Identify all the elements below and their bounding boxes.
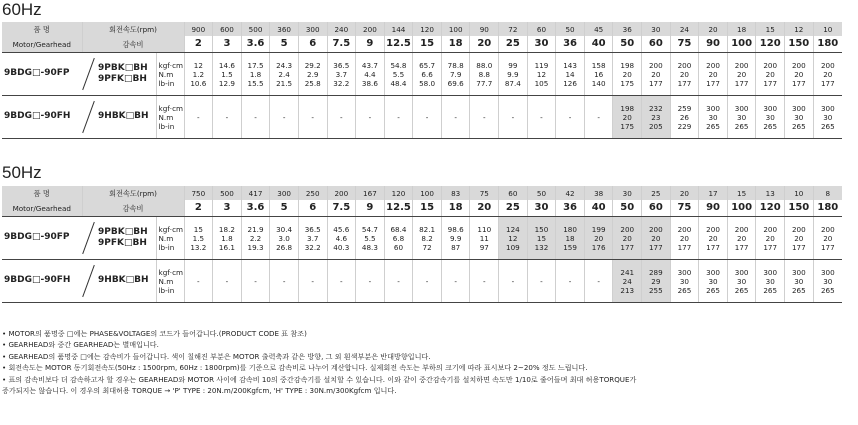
ratio-cell: 30 (527, 36, 556, 53)
motor-model: 9BDG□-90FH (2, 260, 82, 303)
torque-cell: 300 30 265 (785, 260, 814, 303)
ratio-cell: 120 (756, 36, 785, 53)
ratio-cell: 3 (213, 200, 242, 217)
speed-cell: 20 (670, 186, 699, 200)
torque-cell: 300 30 265 (813, 96, 842, 139)
speed-cell: 500 (241, 22, 270, 36)
speed-cell: 13 (756, 186, 785, 200)
torque-cell: 200 20 177 (642, 217, 671, 260)
header-row (2, 186, 842, 200)
speed-cell: 18 (727, 22, 756, 36)
speed-cell: 240 (327, 22, 356, 36)
units-cell: kgf·cm N.m lb-in (156, 96, 184, 139)
torque-cell: - (527, 96, 556, 139)
torque-cell: 200 20 177 (727, 53, 756, 96)
slash-divider (82, 101, 95, 133)
ratio-cell: 18 (441, 200, 470, 217)
note-line: • MOTOR의 품명중 □에는 PHASE&VOLTAGE의 코드가 들어갑니다.(PRODUCT CODE 표 참조) (2, 329, 307, 338)
torque-cell: 199 20 176 (584, 217, 613, 260)
torque-cell: 17.5 1.8 15.5 (241, 53, 270, 96)
header-motor: Motor/Gearhead (2, 36, 82, 53)
torque-cell: 43.7 4.4 38.6 (356, 53, 385, 96)
torque-cell: 150 15 132 (527, 217, 556, 260)
torque-cell: 200 20 177 (699, 53, 728, 96)
torque-cell: 119 12 105 (527, 53, 556, 96)
torque-cell: 200 20 177 (785, 53, 814, 96)
ratio-cell: 2 (184, 36, 213, 53)
header-ratio: 감속비 (82, 200, 184, 217)
ratio-cell: 60 (642, 200, 671, 217)
speed-cell: 417 (241, 186, 270, 200)
ratio-cell: 50 (613, 36, 642, 53)
ratio-cell: 3.6 (241, 200, 270, 217)
speed-cell: 50 (527, 186, 556, 200)
speed-cell: 42 (556, 186, 585, 200)
torque-table-60hz (2, 22, 842, 139)
ratio-cell: 3 (213, 36, 242, 53)
table-row (2, 96, 842, 139)
speed-cell: 300 (270, 186, 299, 200)
torque-cell: 200 20 177 (670, 53, 699, 96)
units-cell: kgf·cm N.m lb-in (156, 260, 184, 303)
ratio-cell: 6 (298, 200, 327, 217)
torque-cell: - (441, 96, 470, 139)
note-line: • 표의 감속비보다 더 감속하고자 할 경우는 GEARHEAD와 MOTOR 사이에 감속비 10의 중간감속기를 설치할 수 있습니다. 이와 같이 중간감속기를 설치하면 속도만 1/10로 줄어들며 최대 허용TORQUE가 (2, 374, 637, 384)
notes (2, 328, 852, 396)
speed-cell: 15 (727, 186, 756, 200)
ratio-cell: 40 (584, 200, 613, 217)
torque-cell: - (413, 96, 442, 139)
torque-cell: 200 20 177 (642, 53, 671, 96)
speed-cell: 750 (184, 186, 213, 200)
ratio-cell: 90 (699, 36, 728, 53)
torque-cell: - (499, 96, 528, 139)
torque-cell: 300 30 265 (727, 260, 756, 303)
ratio-cell: 90 (699, 200, 728, 217)
torque-cell: 143 14 126 (556, 53, 585, 96)
torque-cell: 45.6 4.6 40.3 (327, 217, 356, 260)
torque-cell: 110 11 97 (470, 217, 499, 260)
speed-cell: 90 (470, 22, 499, 36)
torque-cell: - (213, 96, 242, 139)
speed-cell: 30 (642, 22, 671, 36)
speed-cell: 10 (785, 186, 814, 200)
ratio-cell: 180 (813, 200, 842, 217)
header-speed: 회전속도(rpm) (82, 22, 184, 36)
gearhead-model-1: 9HBK□BH (98, 111, 149, 122)
torque-cell: 241 24 213 (613, 260, 642, 303)
torque-cell: 15 1.5 13.2 (184, 217, 213, 260)
motor-model: 9BDG□-90FH (2, 96, 82, 139)
torque-cell: 300 30 265 (813, 260, 842, 303)
torque-cell: 14.6 1.5 12.9 (213, 53, 242, 96)
torque-cell: - (213, 260, 242, 303)
ratio-cell: 36 (556, 200, 585, 217)
torque-cell: - (527, 260, 556, 303)
header-model: 품 명 (2, 22, 82, 36)
speed-cell: 25 (642, 186, 671, 200)
speed-cell: 250 (298, 186, 327, 200)
motor-model: 9BDG□-90FP (2, 53, 82, 96)
speed-cell: 167 (356, 186, 385, 200)
speed-cell: 15 (756, 22, 785, 36)
torque-cell: - (241, 96, 270, 139)
torque-cell: 36.5 3.7 32.2 (327, 53, 356, 96)
ratio-cell: 9 (356, 36, 385, 53)
header-motor: Motor/Gearhead (2, 200, 82, 217)
torque-cell: 200 20 177 (785, 217, 814, 260)
ratio-cell: 12.5 (384, 36, 413, 53)
ratio-cell: 2 (184, 200, 213, 217)
ratio-cell: 40 (584, 36, 613, 53)
torque-cell: 300 30 265 (785, 96, 814, 139)
header-ratio: 감속비 (82, 36, 184, 53)
torque-cell: - (184, 96, 213, 139)
torque-cell: 300 30 265 (756, 260, 785, 303)
torque-cell: - (327, 96, 356, 139)
gearhead-model-1: 9PBK□BH (98, 226, 148, 237)
speed-cell: 17 (699, 186, 728, 200)
ratio-cell: 100 (727, 200, 756, 217)
ratio-cell: 180 (813, 36, 842, 53)
torque-cell: - (327, 260, 356, 303)
torque-cell: - (584, 96, 613, 139)
table-row (2, 260, 842, 303)
torque-cell: 200 20 177 (699, 217, 728, 260)
torque-cell: - (384, 96, 413, 139)
ratio-cell: 6 (298, 36, 327, 53)
speed-cell: 300 (298, 22, 327, 36)
ratio-cell: 75 (670, 200, 699, 217)
ratio-cell: 15 (413, 36, 442, 53)
header-row (2, 22, 842, 36)
note-line: • GEARHEAD의 품명중 □에는 감속비가 들어갑니다. 색이 칠해진 부분은 MOTOR 출력축과 같은 방향, 그 외 흰색부분은 반대방향입니다. (2, 351, 431, 361)
header-model: 품 명 (2, 186, 82, 200)
torque-cell: - (298, 260, 327, 303)
speed-cell: 38 (584, 186, 613, 200)
speed-cell: 72 (499, 22, 528, 36)
torque-cell: 54.8 5.5 48.4 (384, 53, 413, 96)
speed-cell: 144 (384, 22, 413, 36)
speed-cell: 120 (384, 186, 413, 200)
torque-cell: 98.6 9.9 87 (441, 217, 470, 260)
speed-cell: 60 (527, 22, 556, 36)
speed-cell: 100 (441, 22, 470, 36)
torque-cell: 78.8 7.9 69.6 (441, 53, 470, 96)
gearhead-model-1: 9HBK□BH (98, 275, 149, 286)
note-line: • GEARHEAD와 중간 GEARHEAD는 별매입니다. (2, 340, 159, 350)
speed-cell: 24 (670, 22, 699, 36)
ratio-cell: 50 (613, 200, 642, 217)
torque-cell: 200 20 177 (756, 217, 785, 260)
torque-cell: - (470, 260, 499, 303)
ratio-cell: 36 (556, 36, 585, 53)
torque-cell: 54.7 5.5 48.3 (356, 217, 385, 260)
torque-cell: - (298, 96, 327, 139)
torque-cell: 12 1.2 10.6 (184, 53, 213, 96)
speed-cell: 30 (613, 186, 642, 200)
torque-cell: - (499, 260, 528, 303)
torque-table-50hz (2, 186, 842, 303)
speed-cell: 360 (270, 22, 299, 36)
speed-cell: 200 (327, 186, 356, 200)
ratio-cell: 75 (670, 36, 699, 53)
speed-cell: 10 (813, 22, 842, 36)
torque-cell: 300 30 265 (756, 96, 785, 139)
note-line: 증가되지는 않습니다. 이 경우의 최대허용 TORQUE → 'P' TYPE : 20N.m/200Kgfcm, 'H' TYPE : 30N.m/300Kgfcm 입니다. (2, 386, 397, 396)
torque-cell: 200 20 177 (670, 217, 699, 260)
torque-cell: 289 29 255 (642, 260, 671, 303)
torque-cell: 259 26 229 (670, 96, 699, 139)
speed-cell: 100 (413, 186, 442, 200)
torque-cell: 29.2 2.9 25.8 (298, 53, 327, 96)
speed-cell: 45 (584, 22, 613, 36)
speed-cell: 600 (213, 22, 242, 36)
torque-cell: 180 18 159 (556, 217, 585, 260)
torque-cell: - (270, 96, 299, 139)
torque-cell: 200 20 177 (613, 217, 642, 260)
torque-cell: 24.3 2.4 21.5 (270, 53, 299, 96)
torque-cell: 99 9.9 87.4 (499, 53, 528, 96)
speed-cell: 500 (213, 186, 242, 200)
ratio-cell: 20 (470, 36, 499, 53)
gearhead-model-2: 9PFK□BH (98, 238, 147, 248)
ratio-cell: 25 (499, 200, 528, 217)
speed-cell: 50 (556, 22, 585, 36)
slash-divider (82, 58, 95, 90)
torque-cell: 30.4 3.0 26.8 (270, 217, 299, 260)
torque-cell: 68.4 6.8 60 (384, 217, 413, 260)
torque-cell: 65.7 6.6 58.0 (413, 53, 442, 96)
torque-cell: 200 20 177 (756, 53, 785, 96)
torque-cell: 198 20 175 (613, 96, 642, 139)
units-cell: kgf·cm N.m lb-in (156, 217, 184, 260)
speed-cell: 36 (613, 22, 642, 36)
title-60hz: 60Hz (2, 0, 42, 19)
torque-cell: 36.5 3.7 32.2 (298, 217, 327, 260)
torque-cell: 82.1 8.2 72 (413, 217, 442, 260)
torque-cell: - (556, 260, 585, 303)
speed-cell: 83 (441, 186, 470, 200)
speed-cell: 60 (499, 186, 528, 200)
torque-cell: 18.2 1.8 16.1 (213, 217, 242, 260)
torque-cell: 300 30 265 (699, 96, 728, 139)
torque-cell: - (556, 96, 585, 139)
table-row (2, 53, 842, 96)
ratio-cell: 7.5 (327, 200, 356, 217)
torque-cell: - (241, 260, 270, 303)
torque-cell: 300 30 265 (699, 260, 728, 303)
torque-cell: 158 16 140 (584, 53, 613, 96)
ratio-cell: 30 (527, 200, 556, 217)
speed-cell: 75 (470, 186, 499, 200)
units-cell: kgf·cm N.m lb-in (156, 53, 184, 96)
torque-cell: - (184, 260, 213, 303)
speed-cell: 900 (184, 22, 213, 36)
torque-cell: 88.0 8.8 77.7 (470, 53, 499, 96)
torque-cell: - (356, 96, 385, 139)
ratio-cell: 9 (356, 200, 385, 217)
speed-cell: 200 (356, 22, 385, 36)
ratio-cell: 150 (785, 36, 814, 53)
note-line: • 회전속도는 MOTOR 동기회전속도(50Hz : 1500rpm, 60Hz : 1800rpm)를 기준으로 감속비로 나누어 계산합니다. 실제회전 속도는 부하의 크기에 따라 표시보다 2~20% 정도 느립니다. (2, 363, 588, 373)
slash-divider (82, 222, 95, 254)
ratio-row (2, 36, 842, 53)
ratio-row (2, 200, 842, 217)
gearhead-model (82, 217, 156, 260)
torque-cell: 232 23 205 (642, 96, 671, 139)
motor-model: 9BDG□-90FP (2, 217, 82, 260)
speed-cell: 12 (785, 22, 814, 36)
ratio-cell: 150 (785, 200, 814, 217)
torque-cell: - (270, 260, 299, 303)
torque-cell: 200 20 177 (727, 217, 756, 260)
speed-cell: 120 (413, 22, 442, 36)
title-50hz: 50Hz (2, 163, 42, 182)
ratio-cell: 100 (727, 36, 756, 53)
torque-cell: 200 20 177 (813, 217, 842, 260)
ratio-cell: 7.5 (327, 36, 356, 53)
torque-cell: - (584, 260, 613, 303)
ratio-cell: 18 (441, 36, 470, 53)
gearhead-model-1: 9PBK□BH (98, 62, 148, 73)
gearhead-model (82, 96, 156, 139)
ratio-cell: 15 (413, 200, 442, 217)
ratio-cell: 120 (756, 200, 785, 217)
ratio-cell: 5 (270, 36, 299, 53)
speed-cell: 20 (699, 22, 728, 36)
torque-cell: - (441, 260, 470, 303)
ratio-cell: 60 (642, 36, 671, 53)
torque-cell: - (384, 260, 413, 303)
ratio-cell: 12.5 (384, 200, 413, 217)
gearhead-model-2: 9PFK□BH (98, 74, 147, 84)
torque-cell: 300 30 265 (670, 260, 699, 303)
gearhead-model (82, 260, 156, 303)
torque-cell: - (413, 260, 442, 303)
torque-cell: 300 30 265 (727, 96, 756, 139)
torque-cell: 200 20 177 (813, 53, 842, 96)
gearhead-model (82, 53, 156, 96)
torque-cell: - (356, 260, 385, 303)
torque-cell: 198 20 175 (613, 53, 642, 96)
ratio-cell: 3.6 (241, 36, 270, 53)
torque-cell: 124 12 109 (499, 217, 528, 260)
ratio-cell: 5 (270, 200, 299, 217)
table-row (2, 217, 842, 260)
ratio-cell: 20 (470, 200, 499, 217)
header-speed: 회전속도(rpm) (82, 186, 184, 200)
speed-cell: 8 (813, 186, 842, 200)
torque-cell: 21.9 2.2 19.3 (241, 217, 270, 260)
ratio-cell: 25 (499, 36, 528, 53)
slash-divider (82, 265, 95, 297)
torque-cell: - (470, 96, 499, 139)
